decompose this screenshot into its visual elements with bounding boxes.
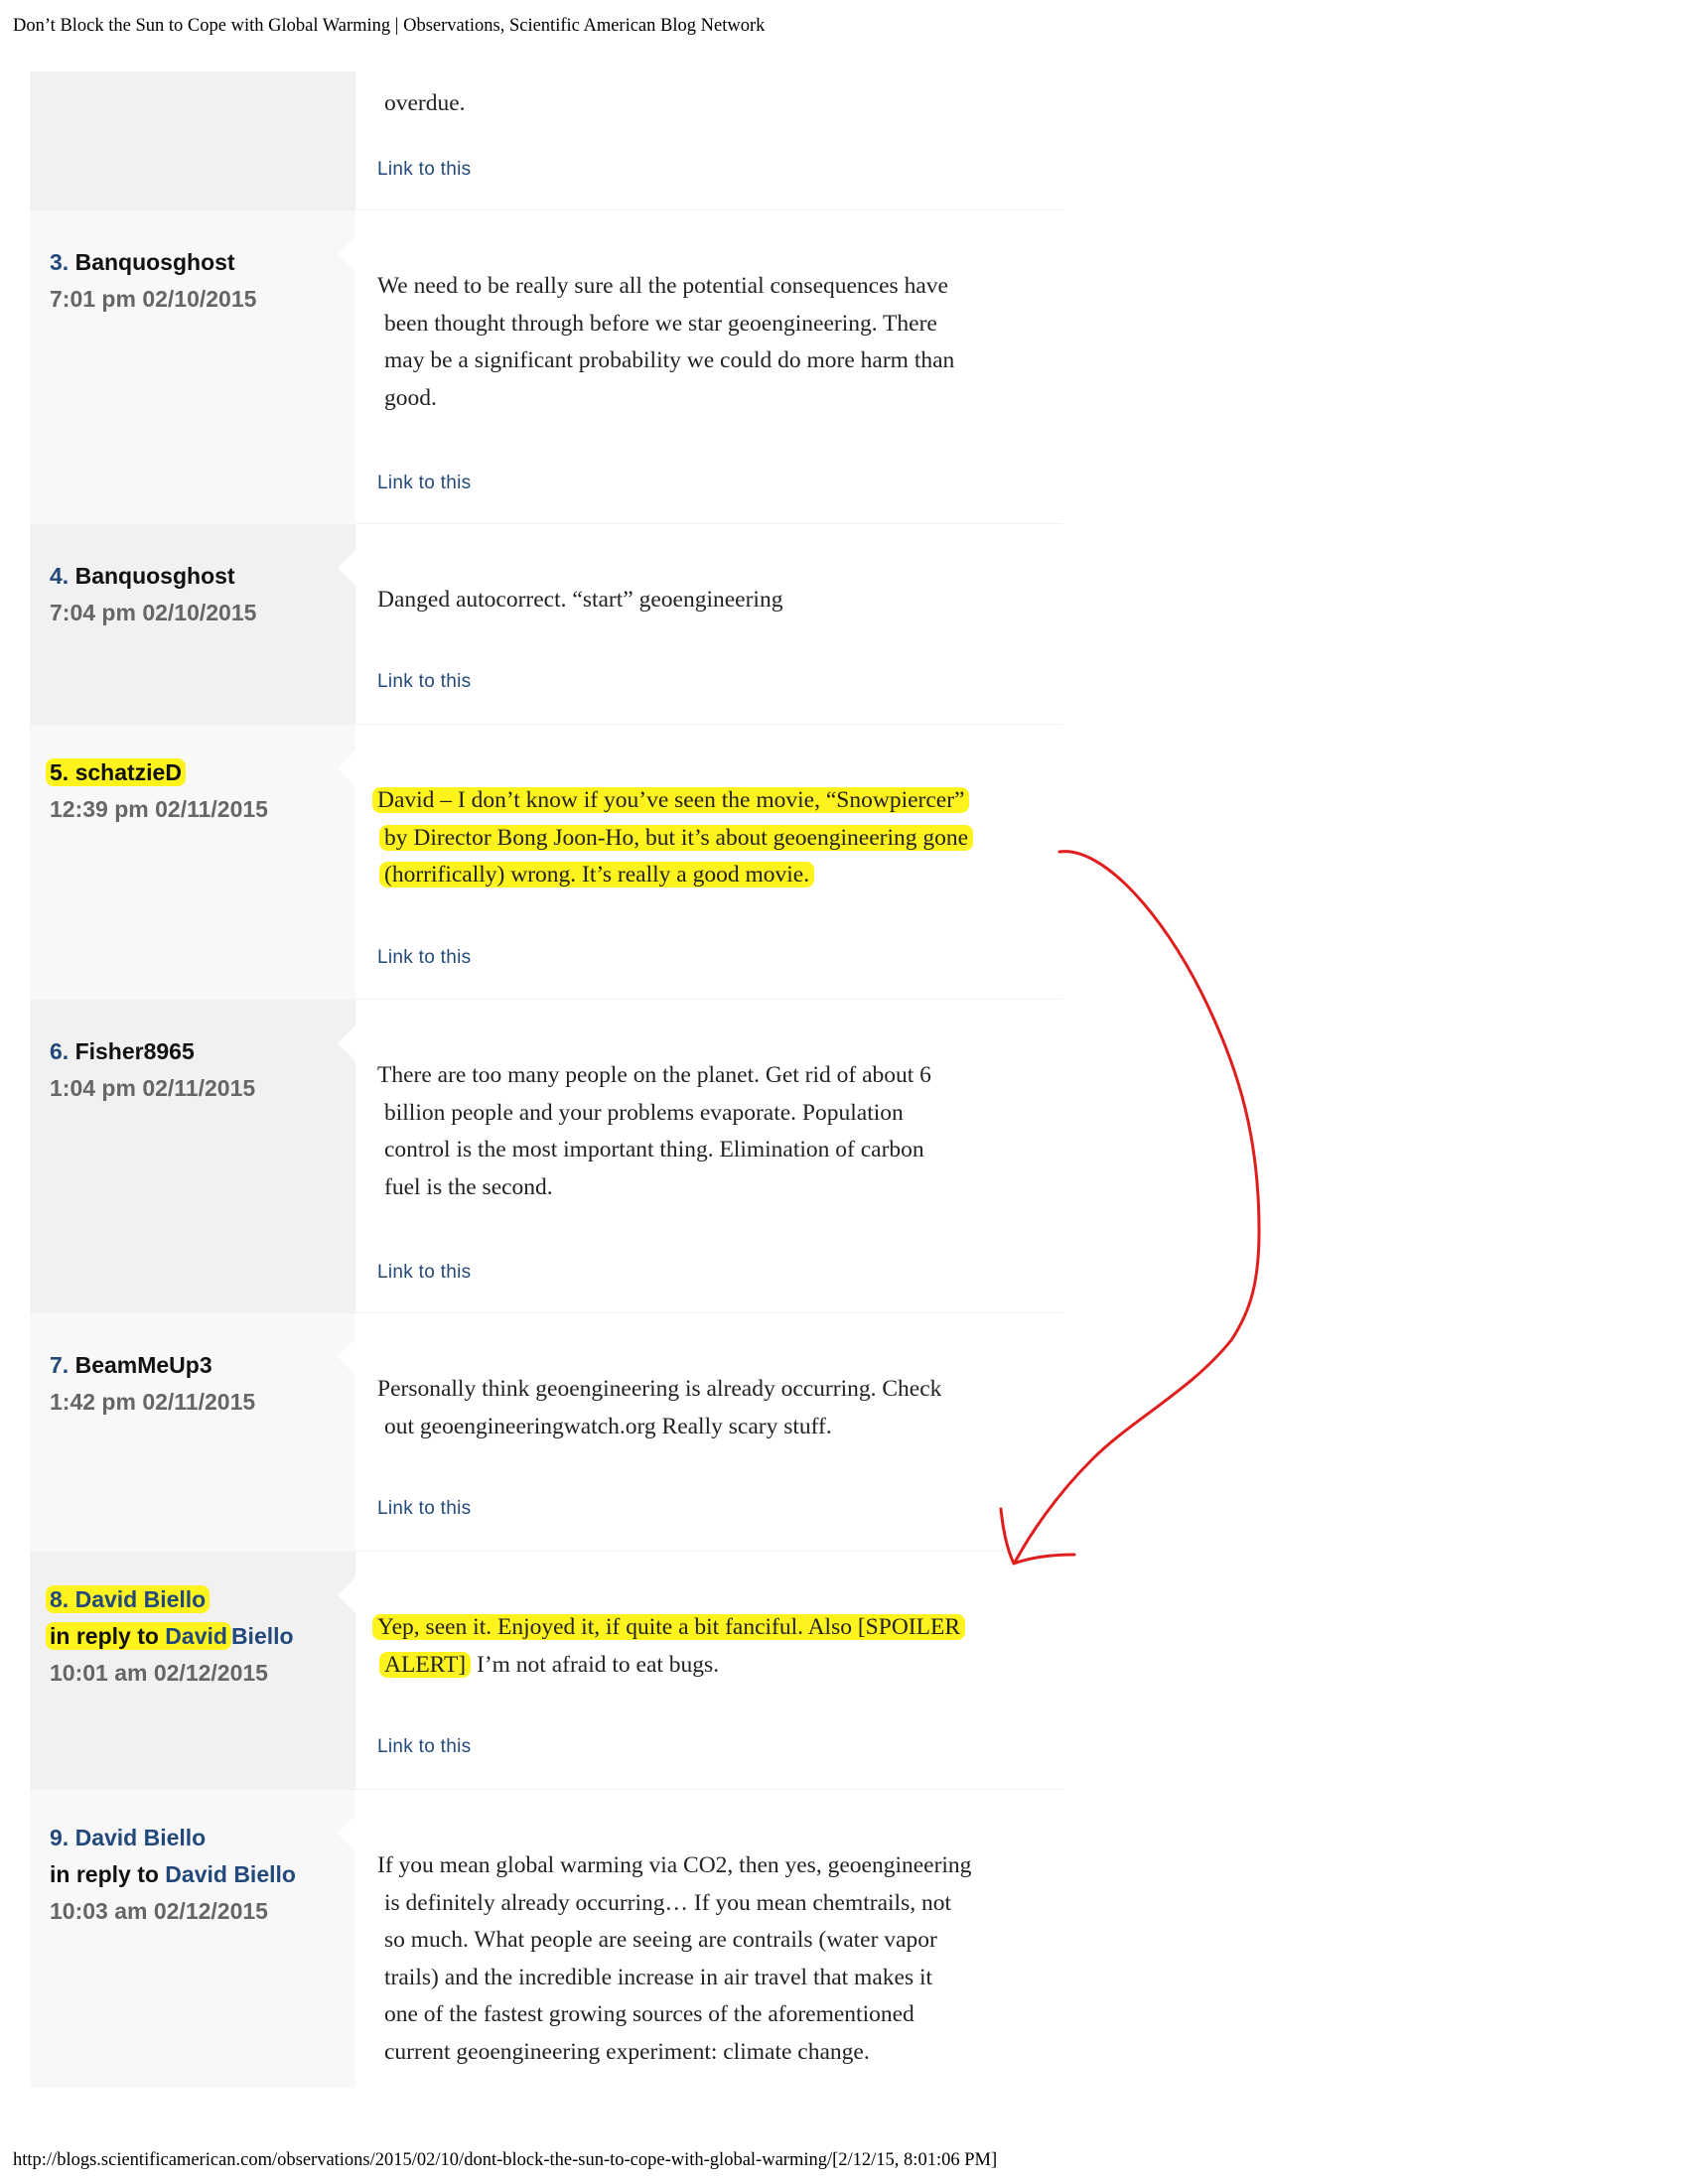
comment-meta	[50, 558, 256, 631]
comment-number: 6.	[50, 1038, 70, 1064]
comment-number: 9.	[50, 1825, 70, 1850]
comment-body: We need to be really sure all the potential consequences have been thought through before we star geoengineering. There may be a significant probability we could do more harm than good.	[377, 273, 955, 411]
comment-date: 10:01 am 02/12/2015	[50, 1660, 268, 1686]
comment-number: 4.	[50, 563, 70, 589]
comment-3	[30, 210, 1062, 524]
link-to-this[interactable]: Link to this	[377, 947, 472, 968]
highlighted-author-line	[46, 758, 186, 786]
comment-9	[30, 1790, 1062, 2088]
link-to-this[interactable]: Link to this	[377, 159, 472, 180]
comment-author: Fisher8965	[74, 1038, 195, 1064]
comment-body: David – I don’t know if you’ve seen the movie, “Snowpiercer” by Director Bong Joon-Ho, but it’s about geoengineering gone (horrifically) wrong. It’s really a good movie.	[377, 782, 1072, 894]
comment-date: 7:04 pm 02/10/2015	[50, 600, 257, 625]
highlighted-reply-line	[46, 1622, 231, 1650]
comment-7	[30, 1313, 1062, 1552]
comment-date: 10:03 am 02/12/2015	[50, 1898, 268, 1924]
comment-date: 1:42 pm 02/11/2015	[50, 1389, 256, 1415]
comment-author: Banquosghost	[74, 563, 235, 589]
comment-meta	[50, 1033, 255, 1107]
comment-author: Banquosghost	[74, 249, 235, 275]
comment-6	[30, 1000, 1062, 1313]
link-to-this[interactable]: Link to this	[377, 473, 472, 493]
reply-prefix: in reply to	[50, 1623, 159, 1649]
comment-body: There are too many people on the planet. Get rid of about 6 billion people and your problems evaporate. Population control is the most important thing. Elimination of carbon fuel is the second.	[377, 1062, 931, 1200]
comment-number: 5.	[50, 759, 70, 785]
link-to-this[interactable]: Link to this	[377, 1262, 472, 1283]
link-to-this[interactable]: Link to this	[377, 1498, 472, 1519]
link-to-this[interactable]: Link to this	[377, 1736, 472, 1757]
reply-prefix: in reply to	[50, 1861, 159, 1887]
comment-meta	[50, 1581, 294, 1692]
page-header-title: Don’t Block the Sun to Cope with Global Warming | Observations, Scientific American Blog Network	[13, 16, 766, 36]
comment-meta	[50, 244, 256, 318]
comment-date: 7:01 pm 02/10/2015	[50, 286, 257, 312]
reply-to-name[interactable]: David Biello	[165, 1861, 296, 1887]
comment-5	[30, 725, 1062, 1000]
comment-meta	[50, 754, 268, 828]
comment-date: 12:39 pm 02/11/2015	[50, 796, 268, 822]
comment-meta	[50, 1820, 296, 1930]
link-to-this[interactable]: Link to this	[377, 671, 472, 692]
comment-body: Personally think geoengineering is already occurring. Check out geoengineeringwatch.org Really scary stuff.	[377, 1376, 942, 1439]
comment-meta-panel	[30, 71, 355, 210]
comment-8	[30, 1552, 1062, 1790]
comment-meta	[50, 1347, 255, 1421]
comment-date: 1:04 pm 02/11/2015	[50, 1075, 256, 1101]
comment-number: 3.	[50, 249, 70, 275]
comment-body: overdue.	[384, 90, 466, 116]
page-footer-url: http://blogs.scientificamerican.com/observations/2015/02/10/dont-block-the-sun-to-cope-with-global-warming/[2/12/15, 8:01:06 PM]	[13, 2150, 998, 2170]
reply-to-name-rest[interactable]: Biello	[230, 1623, 294, 1649]
comment-4	[30, 524, 1062, 725]
comment-continuation	[30, 71, 1062, 210]
comment-author[interactable]: David Biello	[74, 1586, 207, 1612]
comment-author[interactable]: David Biello	[74, 1825, 207, 1850]
highlighted-author-line	[46, 1585, 210, 1613]
comment-number: 7.	[50, 1352, 70, 1378]
comment-number: 8.	[50, 1586, 70, 1612]
reply-to-name[interactable]: David	[165, 1623, 227, 1649]
comment-author: schatzieD	[74, 759, 182, 785]
comment-body: If you mean global warming via CO2, then yes, geoengineering is definitely already occurring… If you mean chemtrails, not so much. What people are seeing are contrails (water vapor trails) and the incredible increase in air travel that makes it one of the fastest growing sources of the aforementioned current geoengineering experiment: climate change.	[377, 1852, 972, 2065]
comment-body: Danged autocorrect. “start” geoengineering	[377, 587, 783, 613]
comment-author: BeamMeUp3	[74, 1352, 212, 1378]
comment-body: Yep, seen it. Enjoyed it, if quite a bit fanciful. Also [SPOILER ALERT] I’m not afraid to eat bugs.	[377, 1609, 1072, 1684]
